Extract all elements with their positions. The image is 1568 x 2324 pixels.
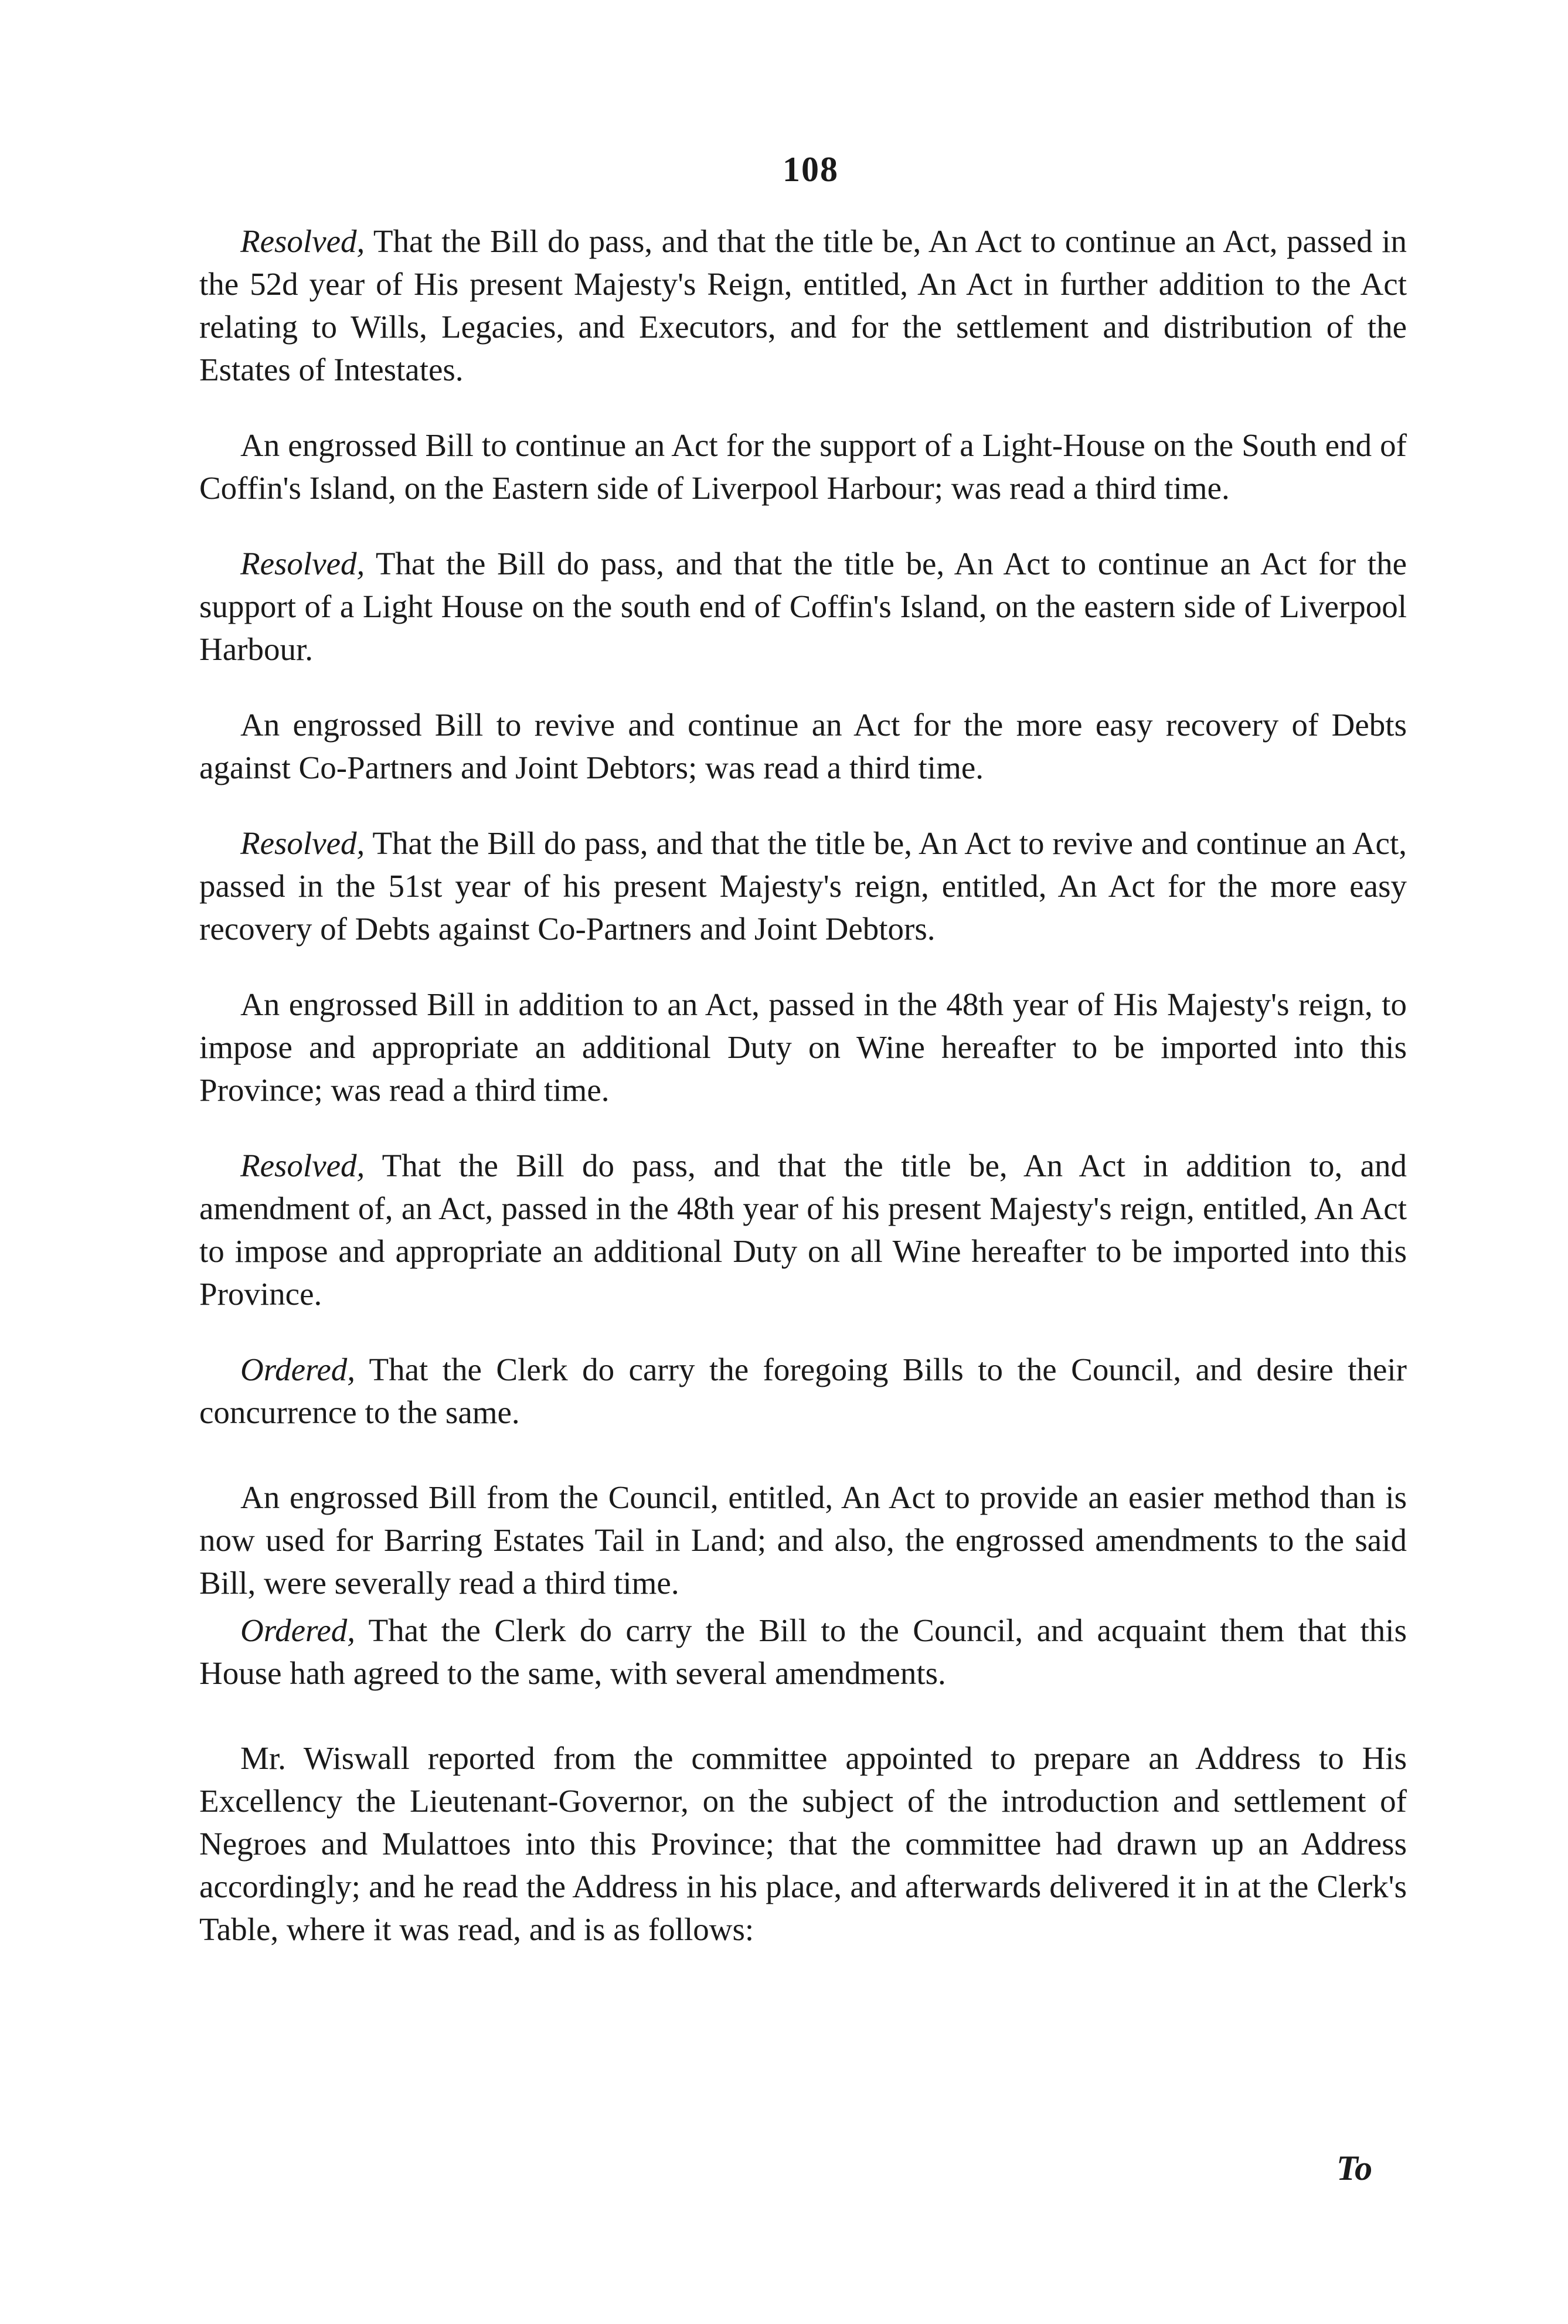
paragraph-address-report — [199, 1737, 1407, 1951]
paragraph-lead: Ordered, — [240, 1612, 356, 1648]
paragraph-body: An engrossed Bill from the Council, entitled, An Act to provide an easier method than is now used for Barring Estates Tail in Land; and also, the engrossed amendments to the said Bill, were severally read a third time. — [199, 1479, 1407, 1601]
paragraph-debts-bill — [199, 703, 1407, 789]
paragraph-body: That the Bill do pass, and that the title be, An Act to continue an Act, passed in the 52d year of His present Majesty's Reign, entitled, An Act in further addition to the Act relating to Wills, Legacies, and Executors, and for the settlement and distribution of the Estates of Intestates. — [199, 223, 1407, 387]
paragraph-body: An engrossed Bill in addition to an Act, passed in the 48th year of His Majesty's reign, to impose and appropriate an additional Duty on Wine hereafter to be imported into this Province; was read a third time. — [199, 986, 1407, 1108]
paragraph-wine-bill — [199, 983, 1407, 1111]
catchword: To — [1336, 2149, 1373, 2187]
text-column — [199, 220, 1407, 1983]
paragraph-lighthouse-bill — [199, 424, 1407, 509]
paragraph-body: An engrossed Bill to continue an Act for the support of a Light-House on the South end of Coffin's Island, on the Eastern side of Liverpool Harbour; was read a third time. — [199, 427, 1407, 506]
paragraph-lead: Resolved, — [240, 223, 365, 259]
paragraph-council-bill — [199, 1476, 1407, 1604]
paragraph-resolution-2 — [199, 542, 1407, 671]
page-number: 108 — [783, 150, 839, 189]
paragraph-lead: Resolved, — [240, 825, 365, 861]
paragraph-resolution-1 — [199, 220, 1407, 391]
paragraph-body: That the Bill do pass, and that the title be, An Act to revive and continue an Act, passed in the 51st year of his present Majesty's reign, entitled, An Act for the more easy recovery of Debts against Co-Partners and Joint Debtors. — [199, 825, 1407, 947]
paragraph-resolution-4 — [199, 1144, 1407, 1315]
paragraph-lead: Resolved, — [240, 546, 365, 581]
paragraph-body: That the Clerk do carry the foregoing Bills to the Council, and desire their concurrence to the same. — [199, 1352, 1407, 1430]
paragraph-lead: Resolved, — [240, 1148, 365, 1183]
paragraph-body: That the Bill do pass, and that the title be, An Act to continue an Act for the support of a Light House on the south end of Coffin's Island, on the eastern side of Liverpool Harbour. — [199, 546, 1407, 667]
paragraph-lead: Ordered, — [240, 1352, 356, 1387]
paragraph-order-1 — [199, 1348, 1407, 1434]
paragraph-body: That the Clerk do carry the Bill to the Council, and acquaint them that this House hath agreed to the same, with several amendments. — [199, 1612, 1407, 1691]
paragraph-body: That the Bill do pass, and that the title be, An Act in addition to, and amendment of, an Act, passed in the 48th year of his present Majesty's reign, entitled, An Act to impose and appropriate an additional Duty on all Wine hereafter to be imported into this Province. — [199, 1148, 1407, 1312]
paragraph-body: An engrossed Bill to revive and continue an Act for the more easy recovery of Debts against Co-Partners and Joint Debtors; was read a third time. — [199, 707, 1407, 785]
paragraph-resolution-3 — [199, 822, 1407, 950]
paragraph-body: Mr. Wiswall reported from the committee appointed to prepare an Address to His Excellency the Lieutenant-Governor, on the subject of the introduction and settlement of Negroes and Mulattoes into this Province; that the committee had drawn up an Address accordingly; and he read the Address in his place, and afterwards delivered it in at the Clerk's Table, where it was read, and is as follows: — [199, 1740, 1407, 1947]
paragraph-order-2 — [199, 1609, 1407, 1694]
